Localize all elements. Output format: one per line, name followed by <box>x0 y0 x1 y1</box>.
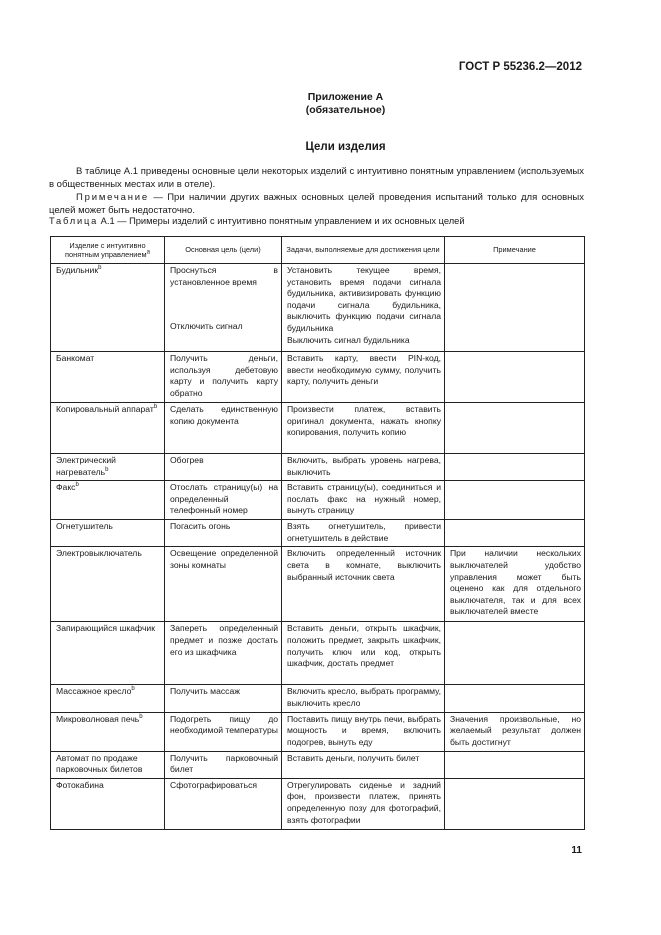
goal-cell: Сфотографироваться <box>165 778 282 829</box>
product-cell: Копировальный аппарат$^b$ <box>51 403 165 454</box>
tasks-cell: Поставить пищу внутрь печи, выбрать мощность и время, включить подогрев, вынуть еду <box>282 712 445 751</box>
goal-cell: Освещение определенной зоны комнаты <box>165 547 282 622</box>
intro-paragraph <box>49 165 584 191</box>
tasks-cell: Включить определенный источник света в комнате, выключить выбранный источник света <box>282 547 445 622</box>
note-cell <box>445 622 585 685</box>
table-row <box>51 778 585 829</box>
tasks-cell: Установить текущее время, установить время подачи сигнала будильника, активизировать функцию подачи сигнала будильника, выключить функцию подачи сигнала будильника Выключить сигнал будильника <box>282 264 445 352</box>
section-title: Цели изделия <box>305 141 386 153</box>
note-cell <box>445 520 585 547</box>
tasks-cell: Вставить деньги, открыть шкафчик, положить предмет, закрыть шкафчик, получить ключ или код, открыть шкафчик, достать предмет <box>282 622 445 685</box>
table-caption-text: А.1 — Примеры изделий с интуитивно понятным управлением и их основных целей <box>100 216 465 226</box>
product-cell: Банкомат <box>51 352 165 403</box>
product-cell: Факс$^b$ <box>51 481 165 520</box>
product-cell: Массажное кресло$^b$ <box>51 685 165 712</box>
goal-cell: Погасить огонь <box>165 520 282 547</box>
goal-cell: Проснуться в установленное время Отключить сигнал <box>165 264 282 352</box>
table-caption <box>49 216 465 226</box>
note-text: — При наличии других важных основных целей проведения испытаний только для основных целей может быть недостаточно. <box>49 192 585 216</box>
goal-cell: Получить деньги, используя дебетовую карту и получить карту обратно <box>165 352 282 403</box>
appendix-title: Приложение А <box>307 91 384 103</box>
header-goal: Основная цель (цели) <box>165 237 282 264</box>
table-row <box>51 454 585 481</box>
table-row <box>51 751 585 778</box>
note-cell <box>445 778 585 829</box>
goal-cell: Отослать страницу(ы) на определенный телефонный номер <box>165 481 282 520</box>
header-tasks: Задачи, выполняемые для достижения цели <box>282 237 445 264</box>
tasks-cell: Вставить деньги, получить билет <box>282 751 445 778</box>
note-label: Примечание <box>76 192 149 203</box>
product-cell: Огнетушитель <box>51 520 165 547</box>
note-cell: Значения произвольные, но желаемый результат должен быть достигнут <box>445 712 585 751</box>
product-cell: Запирающийся шкафчик <box>51 622 165 685</box>
table-row <box>51 520 585 547</box>
table-row <box>51 403 585 454</box>
product-cell: Электрический нагреватель$^b$ <box>51 454 165 481</box>
header-product: Изделие с интуитивно понятным управлением$^a$ <box>51 237 165 264</box>
note-cell <box>445 751 585 778</box>
tasks-cell: Отрегулировать сиденье и задний фон, произвести платеж, принять определенную позу для фотографий, взять фотографии <box>282 778 445 829</box>
goal-cell: Получить парковочный билет <box>165 751 282 778</box>
goal-cell: Получить массаж <box>165 685 282 712</box>
goal-cell: Запереть определенный предмет и позже достать его из шкафчика <box>165 622 282 685</box>
table-row <box>51 547 585 622</box>
product-cell: Автомат по продаже парковочных билетов <box>51 751 165 778</box>
tasks-cell: Взять огнетушитель, привести огнетушитель в действие <box>282 520 445 547</box>
header-note: Примечание <box>445 237 585 264</box>
intro-text: В таблице А.1 приведены основные цели некоторых изделий с интуитивно понятным управлением (используемых в общественных местах или в отеле). <box>49 166 584 190</box>
goal-cell: Сделать единственную копию документа <box>165 403 282 454</box>
tasks-cell: Вставить карту, ввести PIN-код, ввести необходимую сумму, получить карту, получить деньги <box>282 352 445 403</box>
goals-table <box>50 236 585 830</box>
table-row <box>51 481 585 520</box>
table-row <box>51 712 585 751</box>
table-row <box>51 352 585 403</box>
table-caption-label: Таблица <box>49 216 99 226</box>
table-row <box>51 264 585 352</box>
appendix-subtitle: (обязательное) <box>305 104 386 116</box>
note-cell <box>445 403 585 454</box>
note-cell: При наличии нескольких выключателей удобство управления может быть оценено как для отдельного выключателя, так и для всех выключателей вместе <box>445 547 585 622</box>
table-row <box>51 622 585 685</box>
product-cell: Микроволновая печь$^b$ <box>51 712 165 751</box>
tasks-cell: Включить кресло, выбрать программу, выключить кресло <box>282 685 445 712</box>
product-cell: Фотокабина <box>51 778 165 829</box>
tasks-cell: Вставить страницу(ы), соединиться и послать факс на нужный номер, вынуть страницу <box>282 481 445 520</box>
page-number: 11 <box>571 845 582 856</box>
goal-cell: Подогреть пищу до необходимой температуры <box>165 712 282 751</box>
table-header-row <box>51 237 585 264</box>
table-row <box>51 685 585 712</box>
goal-cell: Обогрев <box>165 454 282 481</box>
tasks-cell: Включить, выбрать уровень нагрева, выключить <box>282 454 445 481</box>
product-cell: Электровыключатель <box>51 547 165 622</box>
product-cell: Будильник$^b$ <box>51 264 165 352</box>
note-cell <box>445 352 585 403</box>
standard-number: ГОСТ Р 55236.2—2012 <box>458 61 582 73</box>
note-cell <box>445 454 585 481</box>
tasks-cell: Произвести платеж, вставить оригинал документа, нажать кнопку копирования, получить копию <box>282 403 445 454</box>
note-cell <box>445 481 585 520</box>
note-cell <box>445 685 585 712</box>
note-cell <box>445 264 585 352</box>
note-paragraph <box>49 191 584 217</box>
appendix-heading <box>0 91 661 117</box>
